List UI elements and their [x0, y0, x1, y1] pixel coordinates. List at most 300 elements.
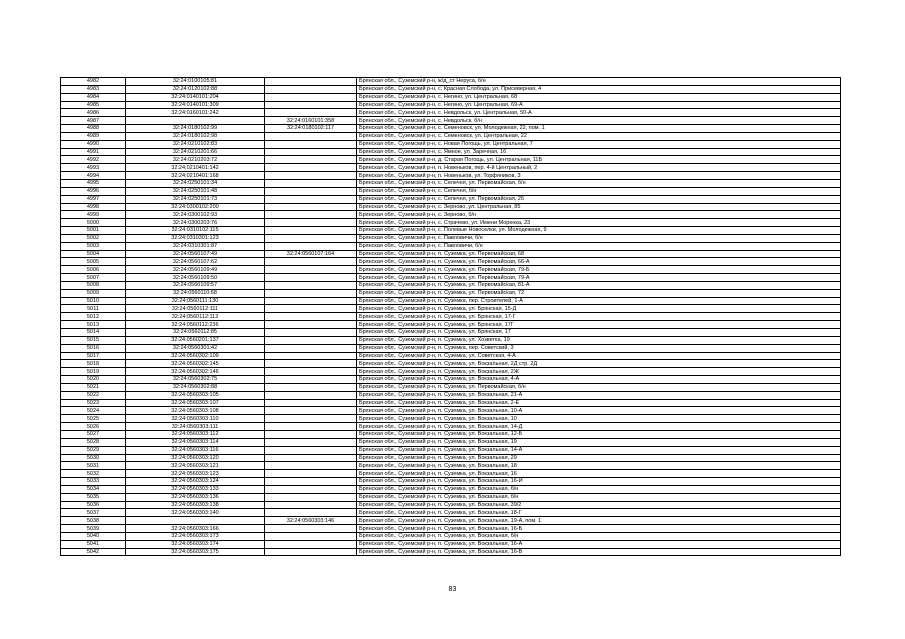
address-cell: Брянская обл., Суземский р-н, п. Суземка, ул. Брянская, 17-Г [357, 313, 841, 321]
building-cadastral-number-cell [265, 211, 357, 219]
table-row [61, 234, 841, 242]
row-number-cell: 5031 [61, 462, 126, 470]
table-row [61, 336, 841, 344]
cadastral-number-cell: 32:24:0300203:76 [126, 219, 265, 227]
row-number-cell: 5036 [61, 501, 126, 509]
cadastral-number-cell [126, 517, 265, 525]
row-number-cell: 4982 [61, 78, 126, 86]
building-cadastral-number-cell [265, 407, 357, 415]
cadastral-number-cell: 32:24:0300102:93 [126, 211, 265, 219]
table-row [61, 438, 841, 446]
building-cadastral-number-cell [265, 132, 357, 140]
cadastral-number-cell: 32:24:0560109:49 [126, 266, 265, 274]
cadastral-number-cell: 32:24:0560303:112 [126, 430, 265, 438]
building-cadastral-number-cell [265, 93, 357, 101]
building-cadastral-number-cell [265, 227, 357, 235]
table-row [61, 93, 841, 101]
building-cadastral-number-cell [265, 329, 357, 337]
row-number-cell: 5040 [61, 532, 126, 540]
table-row [61, 297, 841, 305]
address-cell: Брянская обл., Суземский р-н, п. Суземка, ул. Вокзальная, б/н [357, 485, 841, 493]
table-row [61, 274, 841, 282]
address-cell: Брянская обл., Суземский р-н, п. Суземка, ул. Вокзальная, 16-В [357, 548, 841, 556]
building-cadastral-number-cell [265, 454, 357, 462]
row-number-cell: 5027 [61, 430, 126, 438]
building-cadastral-number-cell [265, 540, 357, 548]
row-number-cell: 5004 [61, 250, 126, 258]
address-cell: Брянская обл., Суземский р-н, п. Суземка, ул. Вокзальная, 14-Д [357, 423, 841, 431]
cadastral-number-cell: 32:24:0560201:137 [126, 336, 265, 344]
address-cell: Брянская обл., Суземский р-н, п. Суземка, ул. Хозветка, 19 [357, 336, 841, 344]
cadastral-number-cell: 32:24:0560302:109 [126, 352, 265, 360]
table-row [61, 219, 841, 227]
address-cell: Брянская обл., Суземский р-н, п. Суземка, ул. Вокзальная, 39/2 [357, 501, 841, 509]
row-number-cell: 4984 [61, 93, 126, 101]
table-row [61, 266, 841, 274]
table-row [61, 78, 841, 86]
building-cadastral-number-cell [265, 352, 357, 360]
address-cell: Брянская обл., Суземский р-н, п. Суземка, ул. Вокзальная, 10-А [357, 407, 841, 415]
row-number-cell: 5024 [61, 407, 126, 415]
table-row [61, 148, 841, 156]
building-cadastral-number-cell [265, 391, 357, 399]
building-cadastral-number-cell [265, 203, 357, 211]
row-number-cell: 5011 [61, 305, 126, 313]
cadastral-number-cell: 32:24:0160101:242 [126, 109, 265, 117]
address-cell: Брянская обл., Суземский р-н, с. Красная Слобода, ул. Присеверная, 4 [357, 85, 841, 93]
building-cadastral-number-cell [265, 140, 357, 148]
table-row [61, 462, 841, 470]
cadastral-number-cell: 32:24:0560303:107 [126, 399, 265, 407]
cadastral-number-cell: 32:24:0210401:142 [126, 164, 265, 172]
table-row [61, 517, 841, 525]
row-number-cell: 5034 [61, 485, 126, 493]
address-cell: Брянская обл., Суземский р-н, п. Суземка, ул. Первомайская, 79-Б [357, 266, 841, 274]
cadastral-number-cell: 32:24:0560303:120 [126, 454, 265, 462]
cadastral-number-cell: 32:24:0560303:175 [126, 548, 265, 556]
address-cell: Брянская обл., Суземский р-н, с. Невдольск, б/н [357, 117, 841, 125]
cadastral-number-cell: 32:24:0560302:146 [126, 368, 265, 376]
row-number-cell: 5010 [61, 297, 126, 305]
row-number-cell: 5001 [61, 227, 126, 235]
cadastral-number-cell: 32:24:0560303:138 [126, 501, 265, 509]
row-number-cell: 4998 [61, 203, 126, 211]
cadastral-number-cell: 32:24:0180102:99 [126, 125, 265, 133]
cadastral-number-cell: 32:24:0560302:88 [126, 383, 265, 391]
address-cell: Брянская обл., Суземский р-н, с. Селечня, ул. Первомайская, б/н [357, 179, 841, 187]
address-cell: Брянская обл., Суземский р-н, с. Новая Погощь, ул. Центральная, 7 [357, 140, 841, 148]
building-cadastral-number-cell [265, 179, 357, 187]
address-cell: Брянская обл., Суземский р-н, с. Семеновск, ул. Центральная, 22 [357, 132, 841, 140]
building-cadastral-number-cell [265, 187, 357, 195]
building-cadastral-number-cell [265, 548, 357, 556]
building-cadastral-number-cell [265, 446, 357, 454]
row-number-cell: 5008 [61, 281, 126, 289]
building-cadastral-number-cell: 32:24:0160101:358 [265, 117, 357, 125]
table-row [61, 250, 841, 258]
row-number-cell: 5014 [61, 329, 126, 337]
cadastral-number-cell: 32:24:0120102:88 [126, 85, 265, 93]
cadastral-number-cell: 32:24:0560112:111 [126, 305, 265, 313]
address-cell: Брянская обл., Суземский р-н, с. Зерново, ул. Центральная, 85 [357, 203, 841, 211]
address-cell: Брянская обл., Суземский р-н, с. Павловичи, б/н [357, 242, 841, 250]
table-row [61, 195, 841, 203]
row-number-cell: 5020 [61, 376, 126, 384]
address-cell: Брянская обл., Суземский р-н, с. Страчево, ул. Имени Моренка, 23 [357, 219, 841, 227]
row-number-cell: 5015 [61, 336, 126, 344]
row-number-cell: 5007 [61, 274, 126, 282]
building-cadastral-number-cell [265, 383, 357, 391]
address-cell: Брянская обл., Суземский р-н, п. Суземка, ул. Вокзальная, 19 [357, 438, 841, 446]
building-cadastral-number-cell [265, 321, 357, 329]
table-row [61, 415, 841, 423]
building-cadastral-number-cell [265, 258, 357, 266]
row-number-cell: 5019 [61, 368, 126, 376]
building-cadastral-number-cell [265, 485, 357, 493]
table-row [61, 156, 841, 164]
table-row [61, 289, 841, 297]
cadastral-number-cell: 32:24:0250101:73 [126, 195, 265, 203]
address-cell: Брянская обл., Суземский р-н, п. Суземка, ул. Вокзальная, б/н [357, 493, 841, 501]
row-number-cell: 5042 [61, 548, 126, 556]
row-number-cell: 5026 [61, 423, 126, 431]
cadastral-number-cell: 32:24:0560112:236 [126, 321, 265, 329]
address-cell: Брянская обл., Суземский р-н, п. Суземка, пер. Строителей, 1-А [357, 297, 841, 305]
building-cadastral-number-cell [265, 266, 357, 274]
address-cell: Брянская обл., Суземский р-н, п. Суземка, ул. Вокзальная, 4-А [357, 376, 841, 384]
row-number-cell: 5028 [61, 438, 126, 446]
building-cadastral-number-cell [265, 376, 357, 384]
cadastral-number-cell: 32:24:0560303:123 [126, 470, 265, 478]
row-number-cell: 5032 [61, 470, 126, 478]
building-cadastral-number-cell [265, 368, 357, 376]
row-number-cell: 5035 [61, 493, 126, 501]
address-cell: Брянская обл., Суземский р-н, п. Суземка, ул. Вокзальная, 21-А [357, 391, 841, 399]
address-cell: Брянская обл., Суземский р-н, с. Негино, ул. Центральная, 69-А [357, 101, 841, 109]
cadastral-number-cell: 32:24:0560111:130 [126, 297, 265, 305]
building-cadastral-number-cell [265, 172, 357, 180]
building-cadastral-number-cell [265, 399, 357, 407]
row-number-cell: 4992 [61, 156, 126, 164]
register-table [60, 77, 841, 556]
building-cadastral-number-cell [265, 493, 357, 501]
address-cell: Брянская обл., Суземский р-н, п. Суземка, ул. Брянская, 15-Д [357, 305, 841, 313]
row-number-cell: 5038 [61, 517, 126, 525]
cadastral-number-cell: 32:24:0560109:57 [126, 281, 265, 289]
building-cadastral-number-cell [265, 430, 357, 438]
table-row [61, 407, 841, 415]
building-cadastral-number-cell: 32:24:0560107:164 [265, 250, 357, 258]
building-cadastral-number-cell [265, 234, 357, 242]
table-row [61, 117, 841, 125]
address-cell: Брянская обл., Суземский р-н, п. Суземка, ул. Первомайская, 66-А [357, 258, 841, 266]
cadastral-number-cell: 32:24:0560303:133 [126, 485, 265, 493]
row-number-cell: 4990 [61, 140, 126, 148]
cadastral-number-cell: 32:24:0560303:114 [126, 438, 265, 446]
address-cell: Брянская обл., Суземский р-н, п. Суземка, ул. Вокзальная, 16-Б [357, 525, 841, 533]
cadastral-number-cell: 32:24:0560107:49 [126, 250, 265, 258]
table-row [61, 470, 841, 478]
table-row [61, 423, 841, 431]
cadastral-number-cell: 32:24:0100105:81 [126, 78, 265, 86]
cadastral-number-cell: 32:24:0560303:140 [126, 509, 265, 517]
table-row [61, 501, 841, 509]
row-number-cell: 5005 [61, 258, 126, 266]
table-row [61, 360, 841, 368]
address-cell: Брянская обл., Суземский р-н, п. Суземка, ул. Вокзальная, 2Ж [357, 368, 841, 376]
row-number-cell: 5039 [61, 525, 126, 533]
building-cadastral-number-cell [265, 344, 357, 352]
row-number-cell: 5012 [61, 313, 126, 321]
cadastral-number-cell: 32:24:0560107:62 [126, 258, 265, 266]
address-cell: Брянская обл., Суземский р-н, п. Суземка, ул. Вокзальная, 12-Б [357, 430, 841, 438]
table-row [61, 383, 841, 391]
table-row [61, 85, 841, 93]
cadastral-number-cell: 32:24:0250101:34 [126, 179, 265, 187]
cadastral-number-cell: 32:24:0560301:42 [126, 344, 265, 352]
address-cell: Брянская обл., Суземский р-н, с. Павловичи, б/н [357, 234, 841, 242]
cadastral-number-cell: 32:24:0560112:85 [126, 329, 265, 337]
row-number-cell: 5006 [61, 266, 126, 274]
address-cell: Брянская обл., Суземский р-н, п. Суземка, пер. Советский, 3 [357, 344, 841, 352]
building-cadastral-number-cell [265, 438, 357, 446]
cadastral-number-cell: 32:24:0560303:116 [126, 446, 265, 454]
cadastral-number-cell: 32:24:0210401:168 [126, 172, 265, 180]
register-table-body [61, 78, 841, 556]
building-cadastral-number-cell [265, 156, 357, 164]
cadastral-number-cell: 32:24:0210203:72 [126, 156, 265, 164]
table-row [61, 548, 841, 556]
building-cadastral-number-cell [265, 525, 357, 533]
building-cadastral-number-cell [265, 281, 357, 289]
row-number-cell: 4997 [61, 195, 126, 203]
cadastral-number-cell: 32:24:0560303:173 [126, 532, 265, 540]
table-row [61, 540, 841, 548]
address-cell: Брянская обл., Суземский р-н, п. Суземка, ул. Вокзальная, 16-И [357, 478, 841, 486]
table-row [61, 203, 841, 211]
building-cadastral-number-cell [265, 423, 357, 431]
address-cell: Брянская обл., Суземский р-н, п. Суземка, ул. Вокзальная, б/н [357, 532, 841, 540]
table-row [61, 352, 841, 360]
row-number-cell: 4996 [61, 187, 126, 195]
cadastral-number-cell: 32:24:0560303:105 [126, 391, 265, 399]
cadastral-number-cell: 32:24:0250101:48 [126, 187, 265, 195]
address-cell: Брянская обл., Суземский р-н, п. Суземка, ул. Первомайская, б/н [357, 383, 841, 391]
building-cadastral-number-cell [265, 164, 357, 172]
address-cell: Брянская обл., Суземский р-н, с. Негино, ул. Центральная, 68 [357, 93, 841, 101]
cadastral-number-cell: 32:24:0560303:110 [126, 415, 265, 423]
row-number-cell: 4993 [61, 164, 126, 172]
address-cell: Брянская обл., Суземский р-н, п. Суземка, ул. Вокзальная, 2Д стр. 2Д [357, 360, 841, 368]
cadastral-number-cell: 32:24:0560112:112 [126, 313, 265, 321]
table-row [61, 109, 841, 117]
table-row [61, 478, 841, 486]
address-cell: Брянская обл., Суземский р-н, п. Суземка, ул. Вокзальная, 16-А [357, 540, 841, 548]
building-cadastral-number-cell [265, 478, 357, 486]
building-cadastral-number-cell [265, 462, 357, 470]
row-number-cell: 5029 [61, 446, 126, 454]
cadastral-number-cell: 32:24:0140101:204 [126, 93, 265, 101]
table-row [61, 454, 841, 462]
address-cell: Брянская обл., Суземский р-н, п. Суземка, ул. Первомайская, 79-А [357, 274, 841, 282]
cadastral-number-cell: 32:24:0140101:309 [126, 101, 265, 109]
address-cell: Брянская обл., Суземский р-н, п. Суземка, ул. Брянская, 17Г [357, 321, 841, 329]
address-cell: Брянская обл., Суземский р-н, п. Суземка, ул. Вокзальная, 18-Г [357, 509, 841, 517]
row-number-cell: 4985 [61, 101, 126, 109]
address-cell: Брянская обл., Суземский р-н, с. Семеновск, ул. Молодежная, 22, пом. 1 [357, 125, 841, 133]
table-row [61, 344, 841, 352]
cadastral-number-cell: 32:24:0560303:174 [126, 540, 265, 548]
cadastral-number-cell: 32:24:0560302:75 [126, 376, 265, 384]
building-cadastral-number-cell [265, 297, 357, 305]
row-number-cell: 4991 [61, 148, 126, 156]
row-number-cell: 4995 [61, 179, 126, 187]
table-row [61, 281, 841, 289]
row-number-cell: 5041 [61, 540, 126, 548]
cadastral-number-cell: 32:24:0310301:87 [126, 242, 265, 250]
address-cell: Брянская обл., Суземский р-н, с. Полевые Новоселки, ул. Молодежная, 9 [357, 227, 841, 235]
cadastral-number-cell: 32:24:0180102:98 [126, 132, 265, 140]
building-cadastral-number-cell [265, 532, 357, 540]
row-number-cell: 5030 [61, 454, 126, 462]
cadastral-number-cell: 32:24:0560303:121 [126, 462, 265, 470]
building-cadastral-number-cell [265, 336, 357, 344]
table-row [61, 164, 841, 172]
cadastral-number-cell: 32:24:0560303:124 [126, 478, 265, 486]
row-number-cell: 5033 [61, 478, 126, 486]
building-cadastral-number-cell [265, 78, 357, 86]
row-number-cell: 5000 [61, 219, 126, 227]
row-number-cell: 5021 [61, 383, 126, 391]
building-cadastral-number-cell [265, 501, 357, 509]
address-cell: Брянская обл., Суземский р-н, п. Суземка, ул. Вокзальная, 16 [357, 470, 841, 478]
table-row [61, 446, 841, 454]
building-cadastral-number-cell [265, 509, 357, 517]
cadastral-number-cell: 32:24:0210201:66 [126, 148, 265, 156]
address-cell: Брянская обл., Суземский р-н, п. Суземка, ул. Вокзальная, 2-Е [357, 399, 841, 407]
building-cadastral-number-cell [265, 242, 357, 250]
building-cadastral-number-cell: 32:24:0560303:146 [265, 517, 357, 525]
row-number-cell: 4986 [61, 109, 126, 117]
address-cell: Брянская обл., Суземский р-н, п. Суземка, ул. Брянская, 17 [357, 329, 841, 337]
address-cell: Брянская обл., Суземский р-н, п. Суземка, ул. Вокзальная, 19-А, пом. 1 [357, 517, 841, 525]
table-row [61, 485, 841, 493]
table-row [61, 242, 841, 250]
row-number-cell: 4987 [61, 117, 126, 125]
row-number-cell: 4983 [61, 85, 126, 93]
cadastral-number-cell: 32:24:0560303:111 [126, 423, 265, 431]
building-cadastral-number-cell [265, 305, 357, 313]
row-number-cell: 5016 [61, 344, 126, 352]
table-row [61, 329, 841, 337]
address-cell: Брянская обл., Суземский р-н, п. Суземка, ул. Вокзальная, 10 [357, 415, 841, 423]
row-number-cell: 5017 [61, 352, 126, 360]
cadastral-number-cell: 32:24:0310301:123 [126, 234, 265, 242]
table-row [61, 187, 841, 195]
table-row [61, 493, 841, 501]
table-row [61, 101, 841, 109]
page-number: 83 [448, 586, 457, 593]
row-number-cell: 5002 [61, 234, 126, 242]
cadastral-number-cell [126, 117, 265, 125]
row-number-cell: 5018 [61, 360, 126, 368]
table-row [61, 376, 841, 384]
table-row [61, 509, 841, 517]
address-cell: Брянская обл., Суземский р-н, п. Суземка, ул. Первомайская, 81-А [357, 281, 841, 289]
address-cell: Брянская обл., Суземский р-н, с. Зерново, б/н [357, 211, 841, 219]
address-cell: Брянская обл., Суземский р-н, п. Новеньков, ул. Торфяников, 3 [357, 172, 841, 180]
building-cadastral-number-cell [265, 470, 357, 478]
row-number-cell: 5023 [61, 399, 126, 407]
row-number-cell: 5003 [61, 242, 126, 250]
table-row [61, 172, 841, 180]
table-row [61, 399, 841, 407]
building-cadastral-number-cell [265, 415, 357, 423]
address-cell: Брянская обл., Суземский р-н, ж/д_ст Неруса, б/н [357, 78, 841, 86]
table-row [61, 179, 841, 187]
table-row [61, 391, 841, 399]
building-cadastral-number-cell [265, 360, 357, 368]
address-cell: Брянская обл., Суземский р-н, п. Суземка, ул. Советская, 4-А [357, 352, 841, 360]
cadastral-number-cell: 32:24:0310102:115 [126, 227, 265, 235]
address-cell: Брянская обл., Суземский р-н, с. Ямное, ул. Заречная, 16 [357, 148, 841, 156]
building-cadastral-number-cell: 32:24:0180102:117 [265, 125, 357, 133]
row-number-cell: 5022 [61, 391, 126, 399]
cadastral-number-cell: 32:24:0210102:83 [126, 140, 265, 148]
cadastral-number-cell: 32:24:0560109:50 [126, 274, 265, 282]
table-row [61, 140, 841, 148]
table-row [61, 368, 841, 376]
address-cell: Брянская обл., Суземский р-н, с. Селечня, б/н [357, 187, 841, 195]
row-number-cell: 4999 [61, 211, 126, 219]
cadastral-number-cell: 32:24:0560302:145 [126, 360, 265, 368]
address-cell: Брянская обл., Суземский р-н, п. Суземка, ул. Вокзальная, 29 [357, 454, 841, 462]
building-cadastral-number-cell [265, 219, 357, 227]
building-cadastral-number-cell [265, 289, 357, 297]
table-row [61, 305, 841, 313]
table-row [61, 525, 841, 533]
building-cadastral-number-cell [265, 195, 357, 203]
table-row [61, 125, 841, 133]
cadastral-number-cell: 32:24:0560303:136 [126, 493, 265, 501]
address-cell: Брянская обл., Суземский р-н, п. Новеньков, пер. 4-й Центральный, 2 [357, 164, 841, 172]
building-cadastral-number-cell [265, 85, 357, 93]
building-cadastral-number-cell [265, 101, 357, 109]
table-row [61, 258, 841, 266]
address-cell: Брянская обл., Суземский р-н, с. Невдольск, ул. Центральная, 50-А [357, 109, 841, 117]
address-cell: Брянская обл., Суземский р-н, п. Суземка, ул. Первомайская, 72 [357, 289, 841, 297]
table-row [61, 132, 841, 140]
row-number-cell: 5025 [61, 415, 126, 423]
table-row [61, 430, 841, 438]
building-cadastral-number-cell [265, 148, 357, 156]
table-row [61, 211, 841, 219]
building-cadastral-number-cell [265, 274, 357, 282]
cadastral-number-cell: 32:24:0300102:200 [126, 203, 265, 211]
row-number-cell: 5013 [61, 321, 126, 329]
row-number-cell: 4994 [61, 172, 126, 180]
address-cell: Брянская обл., Суземский р-н, д. Старая Погощь, ул. Центральная, 11Б [357, 156, 841, 164]
row-number-cell: 5009 [61, 289, 126, 297]
address-cell: Брянская обл., Суземский р-н, п. Суземка, ул. Вокзальная, 14-А [357, 446, 841, 454]
address-cell: Брянская обл., Суземский р-н, п. Суземка, ул. Вокзальная, 18 [357, 462, 841, 470]
table-row [61, 227, 841, 235]
cadastral-number-cell: 32:24:0560110:68 [126, 289, 265, 297]
row-number-cell: 5037 [61, 509, 126, 517]
building-cadastral-number-cell [265, 109, 357, 117]
address-cell: Брянская обл., Суземский р-н, п. Суземка, ул. Первомайская, 68 [357, 250, 841, 258]
address-cell: Брянская обл., Суземский р-н, с. Селечня, ул. Первомайская, 26 [357, 195, 841, 203]
